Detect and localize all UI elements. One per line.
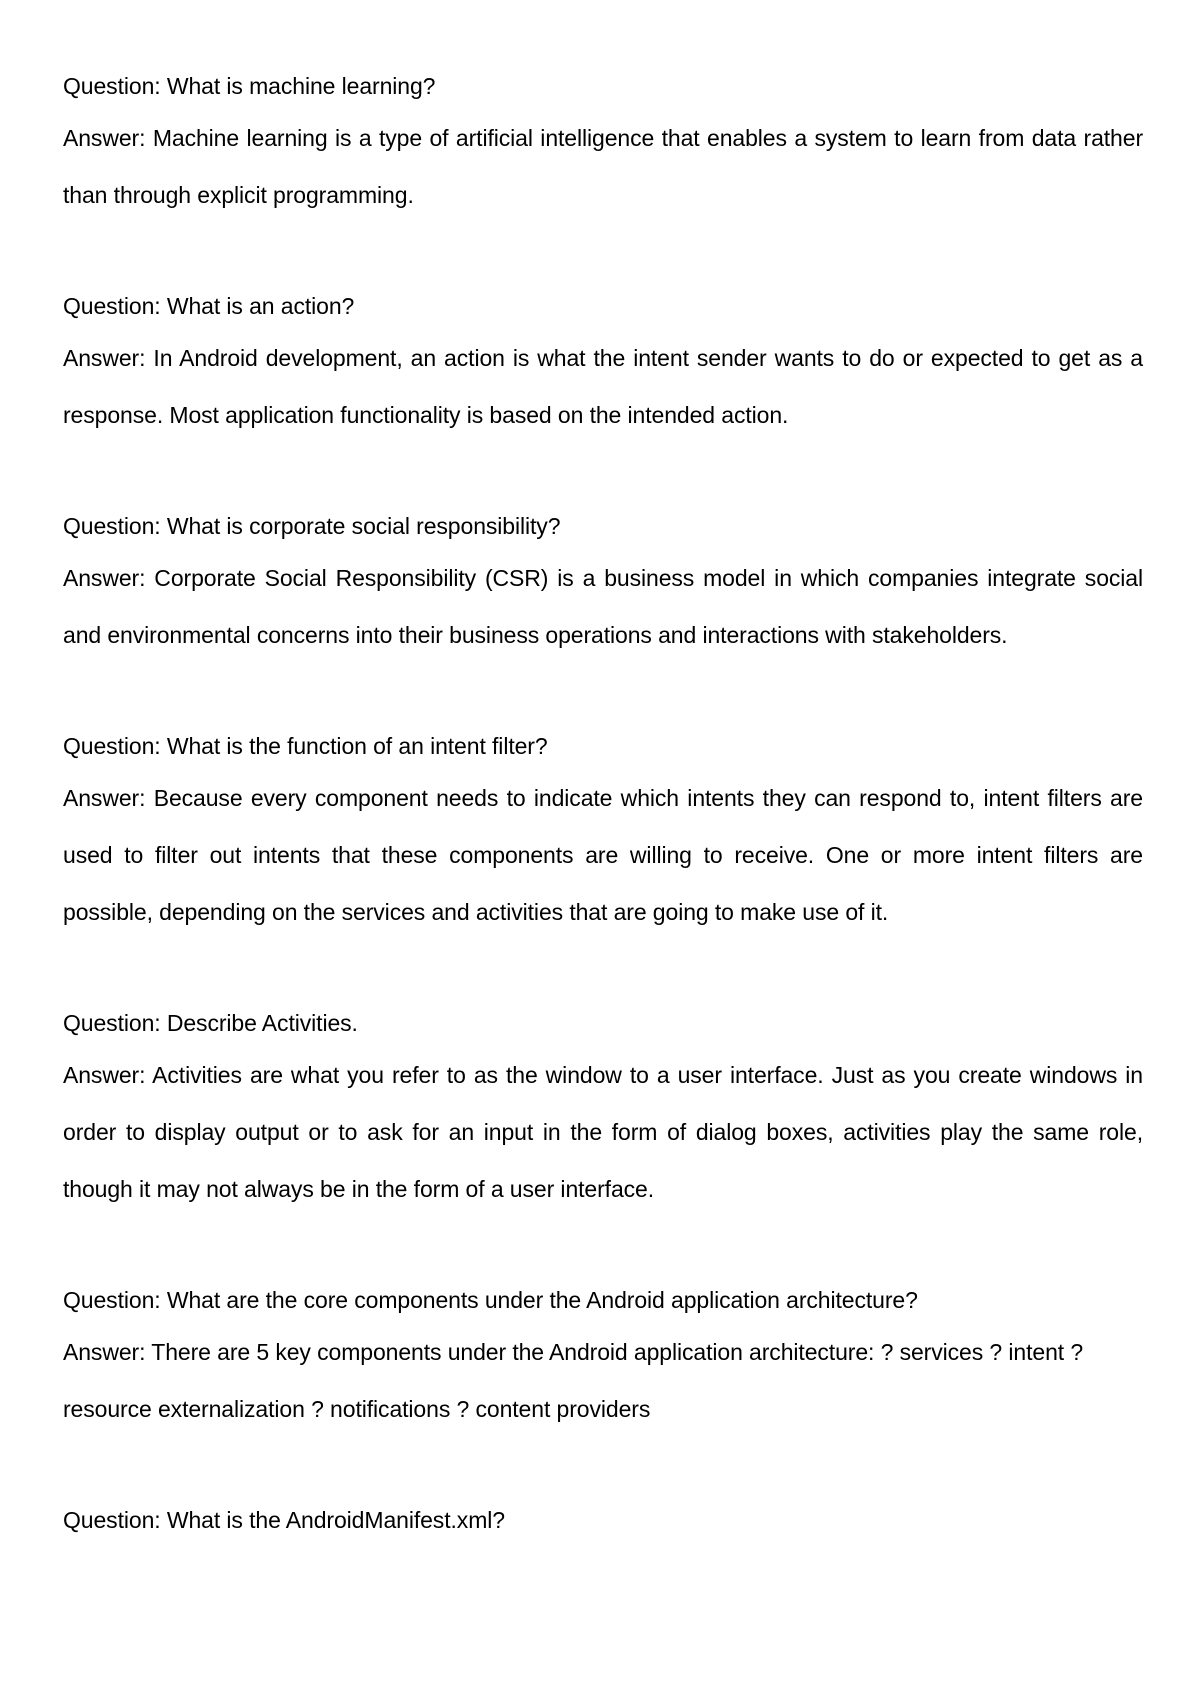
answer-text: Answer: There are 5 key components under the Android application architecture: ? services ? intent ? resource externalization ? notifications ? content providers xyxy=(63,1339,1084,1422)
qa-item xyxy=(63,999,1143,1218)
question-text: Question: What are the core components under the Android application architecture? xyxy=(63,1287,918,1313)
question-text: Question: What is the AndroidManifest.xml? xyxy=(63,1507,505,1533)
answer-text: Answer: Corporate Social Responsibility (CSR) is a business model in which companies integrate social and environmental concerns into their business operations and interactions with stakeholders. xyxy=(63,565,1143,648)
qa-item xyxy=(63,1276,1143,1438)
question-text: Question: What is an action? xyxy=(63,293,355,319)
qa-item xyxy=(63,282,1143,444)
qa-item xyxy=(63,1496,1143,1544)
answer-text: Answer: Machine learning is a type of artificial intelligence that enables a system to learn from data rather than through explicit programming. xyxy=(63,125,1143,208)
question-text: Question: What is machine learning? xyxy=(63,73,436,99)
document-page xyxy=(63,62,1143,1602)
answer-text: Answer: In Android development, an action is what the intent sender wants to do or expected to get as a response. Most application functionality is based on the intended action. xyxy=(63,345,1143,428)
qa-item xyxy=(63,502,1143,664)
question-text: Question: What is the function of an intent filter? xyxy=(63,733,548,759)
answer-text: Answer: Activities are what you refer to as the window to a user interface. Just as you create windows in order to display output or to ask for an input in the form of dialog boxes, activities play the same role, though it may not always be in the form of a user interface. xyxy=(63,1062,1143,1202)
question-text: Question: Describe Activities. xyxy=(63,1010,358,1036)
qa-item xyxy=(63,62,1143,224)
answer-text: Answer: Because every component needs to indicate which intents they can respond to, intent filters are used to filter out intents that these components are willing to receive. One or more intent filters are possible, depending on the services and activities that are going to make use of it. xyxy=(63,785,1143,925)
qa-item xyxy=(63,722,1143,941)
question-text: Question: What is corporate social responsibility? xyxy=(63,513,561,539)
